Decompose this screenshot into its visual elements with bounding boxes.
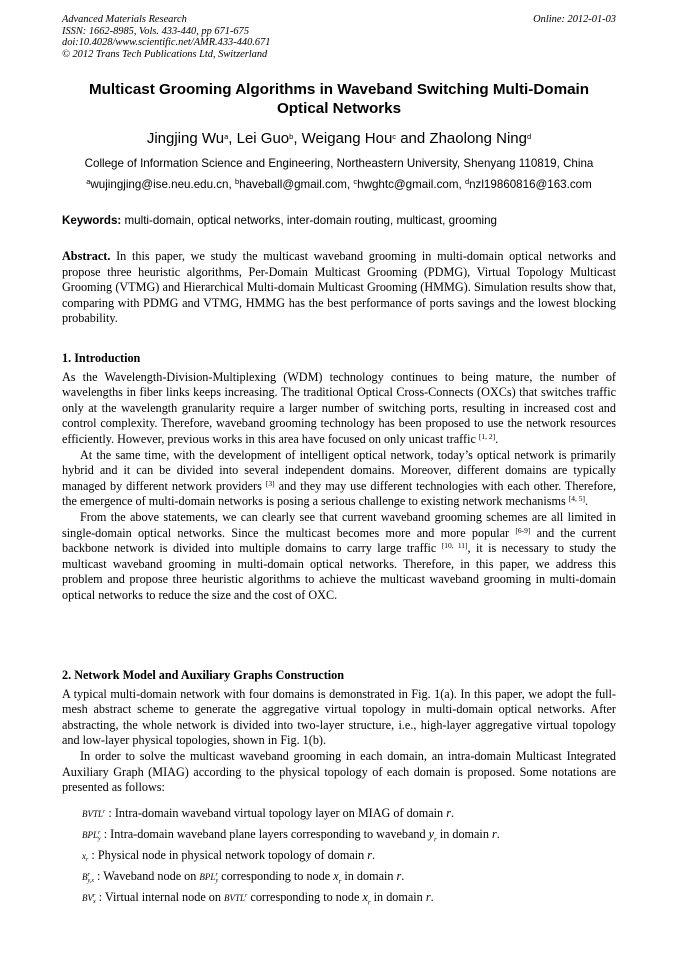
keywords-text: multi-domain, optical networks, inter-domain routing, multicast, grooming xyxy=(124,214,497,227)
email-mark: a xyxy=(86,177,91,186)
notation-symbol: BVTL r xyxy=(224,892,248,903)
email-address: hwghtc@gmail.com xyxy=(357,178,459,191)
author-name: Jingjing Wu xyxy=(146,130,225,147)
notation-var: r xyxy=(367,848,373,862)
email-mark: b xyxy=(234,177,240,186)
email-mark: c xyxy=(353,177,358,186)
notation-symbol: BV r x xyxy=(82,892,96,905)
notation-symbol: BPL r y xyxy=(82,829,101,842)
keywords xyxy=(62,214,616,228)
author-mark: a xyxy=(224,132,229,141)
section-introduction xyxy=(62,351,616,604)
abstract-label: Abstract. xyxy=(62,249,111,263)
author-name: Weigang Hou xyxy=(301,130,393,147)
citation: [4, 5] xyxy=(568,494,586,504)
notation-item: B r y,x : Waveband node on BPL r y corresponding to node $x_r$ in domain r. xyxy=(82,869,405,886)
citation: [10, 11] xyxy=(441,541,468,551)
email-mark: d xyxy=(464,177,470,186)
paragraph: From the above statements, we can clearly see that current waveband grooming schemes are all limited in single-domain optical networks. Since the multicast becomes more and more popular [6-9] and the current backbone network is divided into multiple domains to carry large traffic [10, 11], it is necessary to study the multicast waveband grooming in multi-domain optical networks. Therefore, in this paper, we address this problem and propose three heuristic algorithms to achieve the multicast waveband grooming in multi-domain optical networks to reduce the size and the cost of OXC. xyxy=(62,509,617,602)
citation: [1, 2] xyxy=(478,431,496,441)
author-mark: c xyxy=(392,132,397,141)
author-name: Zhaolong Ning xyxy=(429,130,527,147)
notation-symbol: BVTL r xyxy=(82,808,106,819)
author-mark: d xyxy=(527,132,532,141)
section-heading: 1. Introduction xyxy=(62,351,141,365)
doi-line: doi:10.4028/www.scientific.net/AMR.433-440.671 xyxy=(62,37,271,49)
keywords-label: Keywords: xyxy=(62,214,122,227)
notation-item: BVTL r : Intra-domain waveband virtual topology layer on MIAG of domain r. xyxy=(82,806,454,820)
notation-symbol: BPL r y xyxy=(199,871,219,884)
paragraph: A typical multi-domain network with four domains is demonstrated in Fig. 1(a). In this paper, we adopt the full-mesh abstract scheme to generate the aggregative virtual topology in multi-domain optical networks. After abstracting, the whole network is divided into two-layer structure, i.e., high-layer aggregative virtual topology and low-layer physical topologies, shown in Fig. 1(b). xyxy=(62,686,616,748)
section-network-model xyxy=(62,668,616,796)
paragraph: As the Wavelength-Division-Multiplexing (WDM) technology continues to being mature, the number of wavelengths in fiber links keeps increasing. The traditional Optical Cross-Connects (OXCs) that switches traffic only at the wavelength granularity require a larger number of switching ports, resulting in increased cost and control complexity. Therefore, waveband grooming technology has been proposed to use the network resources efficiently. However, previous works in this area have focused on only unicast traffic [1, 2]. xyxy=(62,369,616,446)
notation-var: r xyxy=(396,869,402,883)
copyright-line: © 2012 Trans Tech Publications Ltd, Switzerland xyxy=(62,48,268,60)
abstract-text: In this paper, we study the multicast waveband grooming in multi-domain optical networks and propose three heuristic algorithms, Per-Domain Multicast Grooming (PDMG), Virtual Topology Multicast Grooming (VTMG) and Hierarchical Multi-domain Multicast Grooming (HMMG). Simulation results show that, comparing with PDMG and VTMG, HMMG has the best performance of ports savings and the lowest blocking probability. xyxy=(62,249,617,326)
citation: [6-9] xyxy=(515,525,531,535)
notation-var: r xyxy=(491,827,497,841)
notation-item: BV r x : Virtual internal node on BVTL r corresponding to node $x_r$ in domain r. xyxy=(82,890,434,907)
notation-var: r xyxy=(446,806,451,820)
notation-var: $y_r$ xyxy=(428,827,437,844)
notation-symbol: B r y,x xyxy=(82,871,94,884)
paragraph: At the same time, with the development of intelligent optical network, today’s optical network is primarily hybrid and it can be divided into several independent domains. Moreover, different domains are typically managed by different network providers [3] and they may use different technologies with each other. Therefore, the emergence of multi-domain networks is posing a serious challenge to existing network mechanisms [4, 5]. xyxy=(62,447,616,509)
issn-line: ISSN: 1662-8985, Vols. 433-440, pp 671-675 xyxy=(62,25,250,37)
notation-list xyxy=(82,803,616,908)
paper-title: Multicast Grooming Algorithms in Waveband Switching Multi-Domain Optical Networks xyxy=(88,81,590,117)
notation-var: $x_r$ xyxy=(333,869,342,886)
email-list: $^a$wujingjing@ise.neu.edu.cn, $^b$haveball@gmail.com, $^c$hwghtc@gmail.com, $^d$nzl19860816@163.com xyxy=(86,177,592,191)
email-address: wujingjing@ise.neu.edu.cn xyxy=(90,178,229,191)
notation-var: $x_r$ xyxy=(362,890,371,907)
notation-var: r xyxy=(425,890,431,904)
notation-item: BPL r y : Intra-domain waveband plane layers corresponding to waveband $y_r$ in domain r. xyxy=(82,827,500,844)
online-date: Online: 2012-01-03 xyxy=(533,14,616,25)
email-address: nzl19860816@163.com xyxy=(469,178,592,191)
section-heading: 2. Network Model and Auxiliary Graphs Construction xyxy=(62,668,345,682)
citation: [3] xyxy=(265,478,275,488)
author-name: Lei Guo xyxy=(236,130,290,147)
journal-name: Advanced Materials Research xyxy=(62,14,187,25)
affiliation: College of Information Science and Engineering, Northeastern University, Shenyang 110819, China xyxy=(84,157,594,170)
page-header xyxy=(62,14,616,60)
notation-symbol: x r xyxy=(82,851,89,863)
notation-item: x r : Physical node in physical network topology of domain r. xyxy=(82,848,376,863)
author-mark: b xyxy=(289,132,294,141)
author-list: Jingjing Wu$^a$, Lei Guo$^b$, Weigang Hou$^c$ and Zhaolong Ning$^d$ xyxy=(146,130,532,147)
email-address: haveball@gmail.com xyxy=(239,178,347,191)
paragraph: In order to solve the multicast waveband grooming in each domain, an intra-domain Multicast Integrated Auxiliary Graph (MIAG) according to the physical topology of each domain is proposed. Some notations are presented as follows: xyxy=(62,748,616,795)
abstract xyxy=(62,249,616,327)
